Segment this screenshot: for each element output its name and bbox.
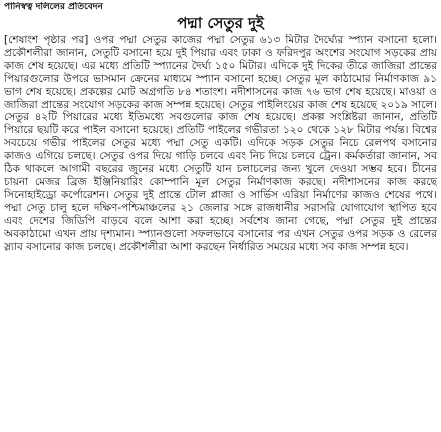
article-headline: পদ্মা সেতুর দুই	[177, 14, 264, 32]
page-header-label: পানিস্বত্ব দলিলের প্রতিবেদন	[4, 2, 103, 12]
article-body: [শেষাংশ পৃষ্ঠার পর] ওপর পদ্মা সেতুর কাজের পদ্মা সেতুর ৬১৩ মিটার দৈর্ঘ্যের স্প্যান বসানো হলো। প্রকৌশলীরা জানান, সেতুটি বসানো হয়ে দুই পিয়ার এবং ঢাকা ও ফরিদপুর অংশের সংযোগ সড়কের প্রায় কাজ শেষ হয়েছে। এর মধ্যে প্রতিটি স্প্যানের দৈর্ঘ্য ১৫০ মিটার। এদিকে দুই দিকের তীরে জাজিরা প্রান্তের পিয়ারগুলোর উপরে ভাসমান ক্রেনের মাধ্যমে স্প্যান বসানো হচ্ছে। সেতুর মূল কাঠামোর নির্মাণকাজ ৯১ ভাগ শেষ হয়েছে। প্রকল্পের মোট অগ্রগতি ৮৪ শতাংশ। নদীশাসনের কাজ ৭৬ ভাগ শেষ হয়েছে। মাওয়া ও জাজিরা প্রান্তের সংযোগ সড়কের কাজ সম্পন্ন হয়েছে। সেতুর পাইলিংয়ের কাজ শেষ হয়েছে ২০১৯ সালে। সেতুর ৪২টি পিয়ারের মধ্যে ইতিমধ্যে সবগুলোর কাজ শেষ হয়েছে। প্রকল্প সংশ্লিষ্টরা জানান, প্রতিটি পিয়ারে ছয়টি করে পাইল বসানো হয়েছে। প্রতিটি পাইলের গভীরতা ১২০ থেকে ১২৮ মিটার পর্যন্ত। বিশ্বের সবচেয়ে গভীর পাইলের সেতুর মধ্যে পদ্মা সেতু একটি। এদিকে সড়ক সেতুর নিচে রেলপথ বসানোর কাজও এগিয়ে চলছে। সেতুর ওপর দিয়ে গাড়ি চলবে এবং নিচ দিয়ে চলবে ট্রেন। কর্মকর্তারা জানান, সব ঠিক থাকলে আগামী বছরের জুনের মধ্যে সেতুটি যান চলাচলের জন্য খুলে দেওয়া সম্ভব হবে। চীনের চায়না মেজর ব্রিজ ইঞ্জিনিয়ারিং কোম্পানি মূল সেতুর নির্মাণকাজ করছে। নদীশাসনের কাজ করছে সিনোহাইড্রো কর্পোরেশন। সেতুর দুই প্রান্তে টোল প্লাজা ও সার্ভিস এরিয়া নির্মাণের কাজও শেষের পথে। পদ্মা সেতু চালু হলে দক্ষিণ-পশ্চিমাঞ্চলের ২১ জেলার সঙ্গে রাজধানীর সরাসরি যোগাযোগ স্থাপিত হবে এবং দেশের জিডিপি বাড়বে বলে আশা করা হচ্ছে। সর্বশেষ জানা গেছে, পদ্মা সেতুর দুই প্রান্তের অবকাঠামো এখন প্রায় দৃশ্যমান। স্প্যানগুলো সফলভাবে বসানোর পর এখন সেতুর ওপর সড়ক ও রেলের স্ল্যাব বসানোর কাজ চলছে। প্রকৌশলীরা আশা করছেন নির্ধারিত সময়ের মধ্যে সব কাজ সম্পন্ন হবে।	[4, 34, 437, 253]
